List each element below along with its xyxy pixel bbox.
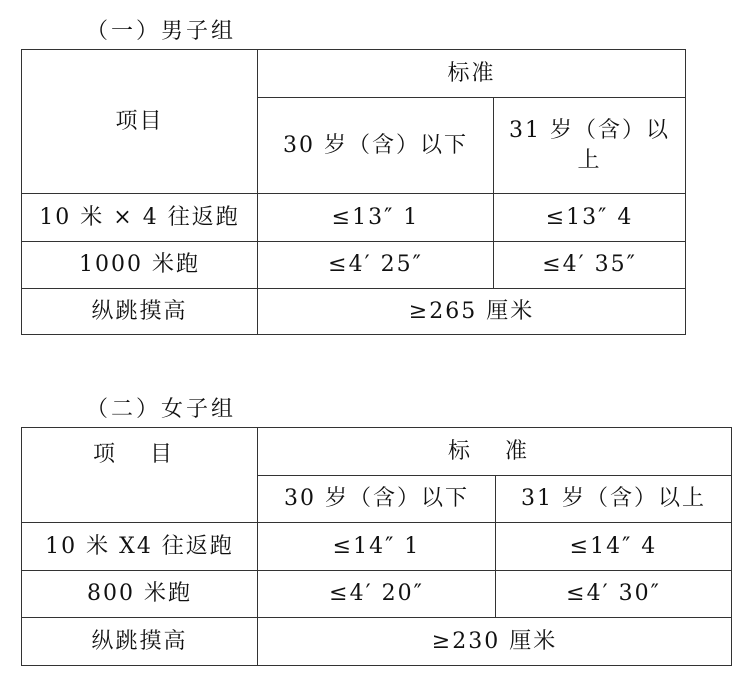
item-cell: 1000 米跑	[22, 242, 258, 289]
table-row	[22, 571, 732, 618]
item-cell: 800 米跑	[22, 571, 258, 618]
header-item-cell: 项 目	[22, 428, 258, 523]
header-age-over-cell: 31 岁（含）以上	[496, 476, 732, 523]
table-row	[22, 618, 732, 666]
merged-standard-cell: ≥230 厘米	[258, 618, 732, 666]
table-row	[22, 194, 686, 242]
header-standard-cell: 标 准	[258, 428, 732, 476]
table-header-row	[22, 50, 686, 98]
male-standards-table	[21, 49, 686, 335]
over-31-cell: ≤13″ 4	[494, 194, 686, 242]
merged-standard-cell: ≥265 厘米	[258, 289, 686, 335]
header-item-cell: 项目	[22, 50, 258, 194]
header-age-under-cell: 30 岁（含）以下	[258, 98, 494, 194]
over-31-cell: ≤4′ 35″	[494, 242, 686, 289]
header-age-under-cell: 30 岁（含）以下	[258, 476, 496, 523]
under-30-cell: ≤4′ 25″	[258, 242, 494, 289]
under-30-cell: ≤4′ 20″	[258, 571, 496, 618]
under-30-cell: ≤13″ 1	[258, 194, 494, 242]
header-standard-cell: 标准	[258, 50, 686, 98]
female-standards-table	[21, 427, 732, 666]
header-age-over-cell: 31 岁（含）以上	[494, 98, 686, 194]
table-header-row	[22, 428, 732, 476]
item-cell: 10 米 X4 往返跑	[22, 523, 258, 571]
female-group-title: （二）女子组	[86, 397, 237, 422]
item-cell: 纵跳摸高	[22, 289, 258, 335]
item-cell: 10 米 × 4 往返跑	[22, 194, 258, 242]
item-cell: 纵跳摸高	[22, 618, 258, 666]
over-31-cell: ≤14″ 4	[496, 523, 732, 571]
over-31-cell: ≤4′ 30″	[496, 571, 732, 618]
table-row	[22, 523, 732, 571]
male-group-title: （一）男子组	[86, 19, 237, 44]
under-30-cell: ≤14″ 1	[258, 523, 496, 571]
table-row	[22, 242, 686, 289]
table-row	[22, 289, 686, 335]
